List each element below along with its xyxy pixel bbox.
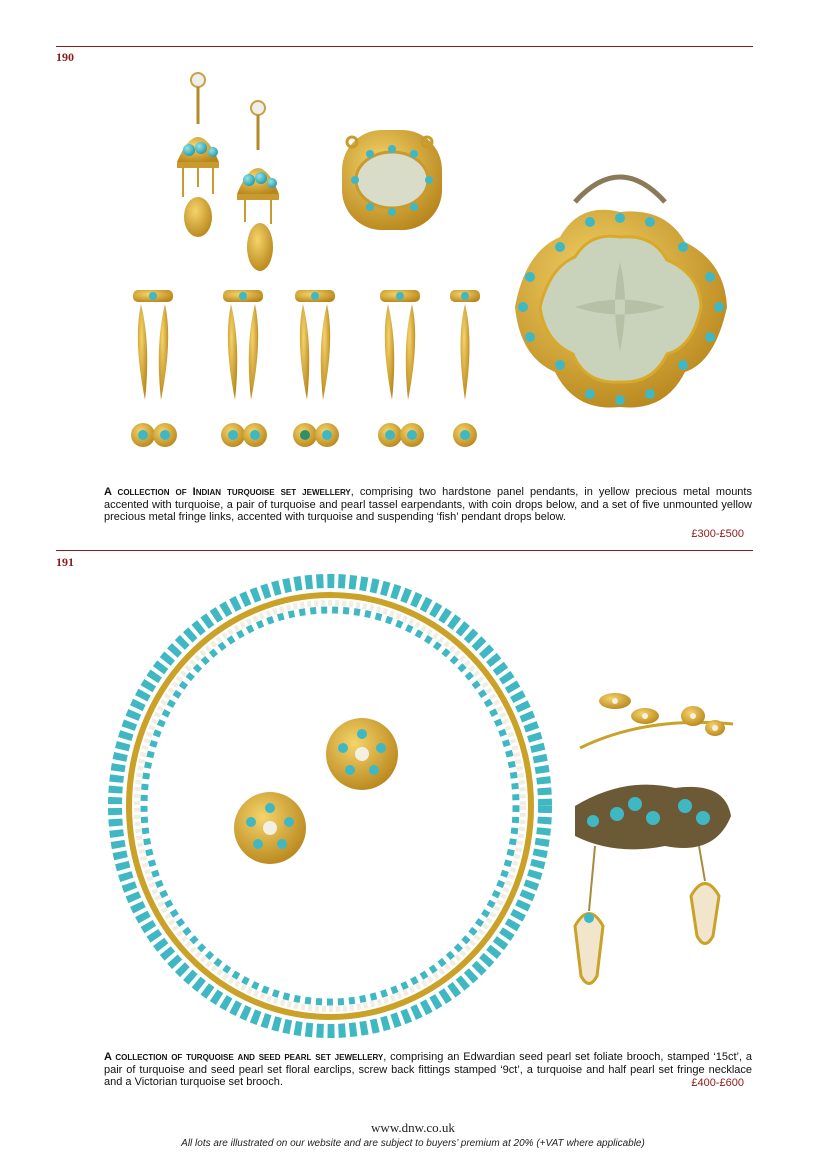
lot-191-description-text: , comprising an Edwardian seed pearl set foliate brooch, stamped ‘15ct’, a pair of turquoise and seed pearl set floral earclips, screw back fittings stamped ‘9ct’, a turquoise and half pearl set fringe necklace and a Victorian turquoise set brooch. <box>104 1051 752 1089</box>
seed-pearl-foliate-brooch <box>580 693 733 748</box>
fish-fringe-links <box>131 290 480 447</box>
lot-191-jewellery-illustration <box>105 566 745 1044</box>
lot-190-jewellery-illustration <box>105 62 745 482</box>
hardstone-panel-pendant-small <box>342 130 442 230</box>
lot-190-estimate: £300-£500 <box>691 528 744 540</box>
lot-191-estimate: £400-£600 <box>691 1077 744 1089</box>
floral-earclip-bottom <box>234 792 306 864</box>
lot-191-top-rule <box>56 550 753 551</box>
lot-190-top-rule <box>56 46 753 47</box>
floral-earclip-top <box>326 718 398 790</box>
turquoise-fringe-necklace <box>115 581 545 1031</box>
tassel-earpendant-right <box>237 101 279 271</box>
lot-191-photo <box>105 566 745 1044</box>
lot-190-number: 190 <box>56 50 74 64</box>
lot-190-title: A collection of Indian turquoise set jewellery <box>104 486 351 498</box>
lot-191-number: 191 <box>56 555 74 569</box>
lot-190-photo <box>105 62 745 482</box>
footer-premium-note: All lots are illustrated on our website and are subject to buyers’ premium at 20% (+VAT where applicable) <box>181 1138 645 1149</box>
footer-website-link[interactable]: www.dnw.co.uk <box>371 1120 455 1135</box>
tassel-earpendant-left <box>177 73 219 237</box>
lot-190-description-text: , comprising two hardstone panel pendants, in yellow precious metal mounts accented with turquoise, a pair of turquoise and pearl tassel earpendants, with coin drops below, and a set of five unmounted yellow precious metal fringe links, accented with turquoise and suspending ‘fish’ pendant drops below. <box>104 486 752 524</box>
lot-191-title: A collection of turquoise and seed pearl set jewellery <box>104 1051 384 1063</box>
hardstone-panel-pendant-large <box>515 177 727 408</box>
lot-190-description <box>104 486 752 524</box>
victorian-turquoise-brooch <box>575 785 731 984</box>
